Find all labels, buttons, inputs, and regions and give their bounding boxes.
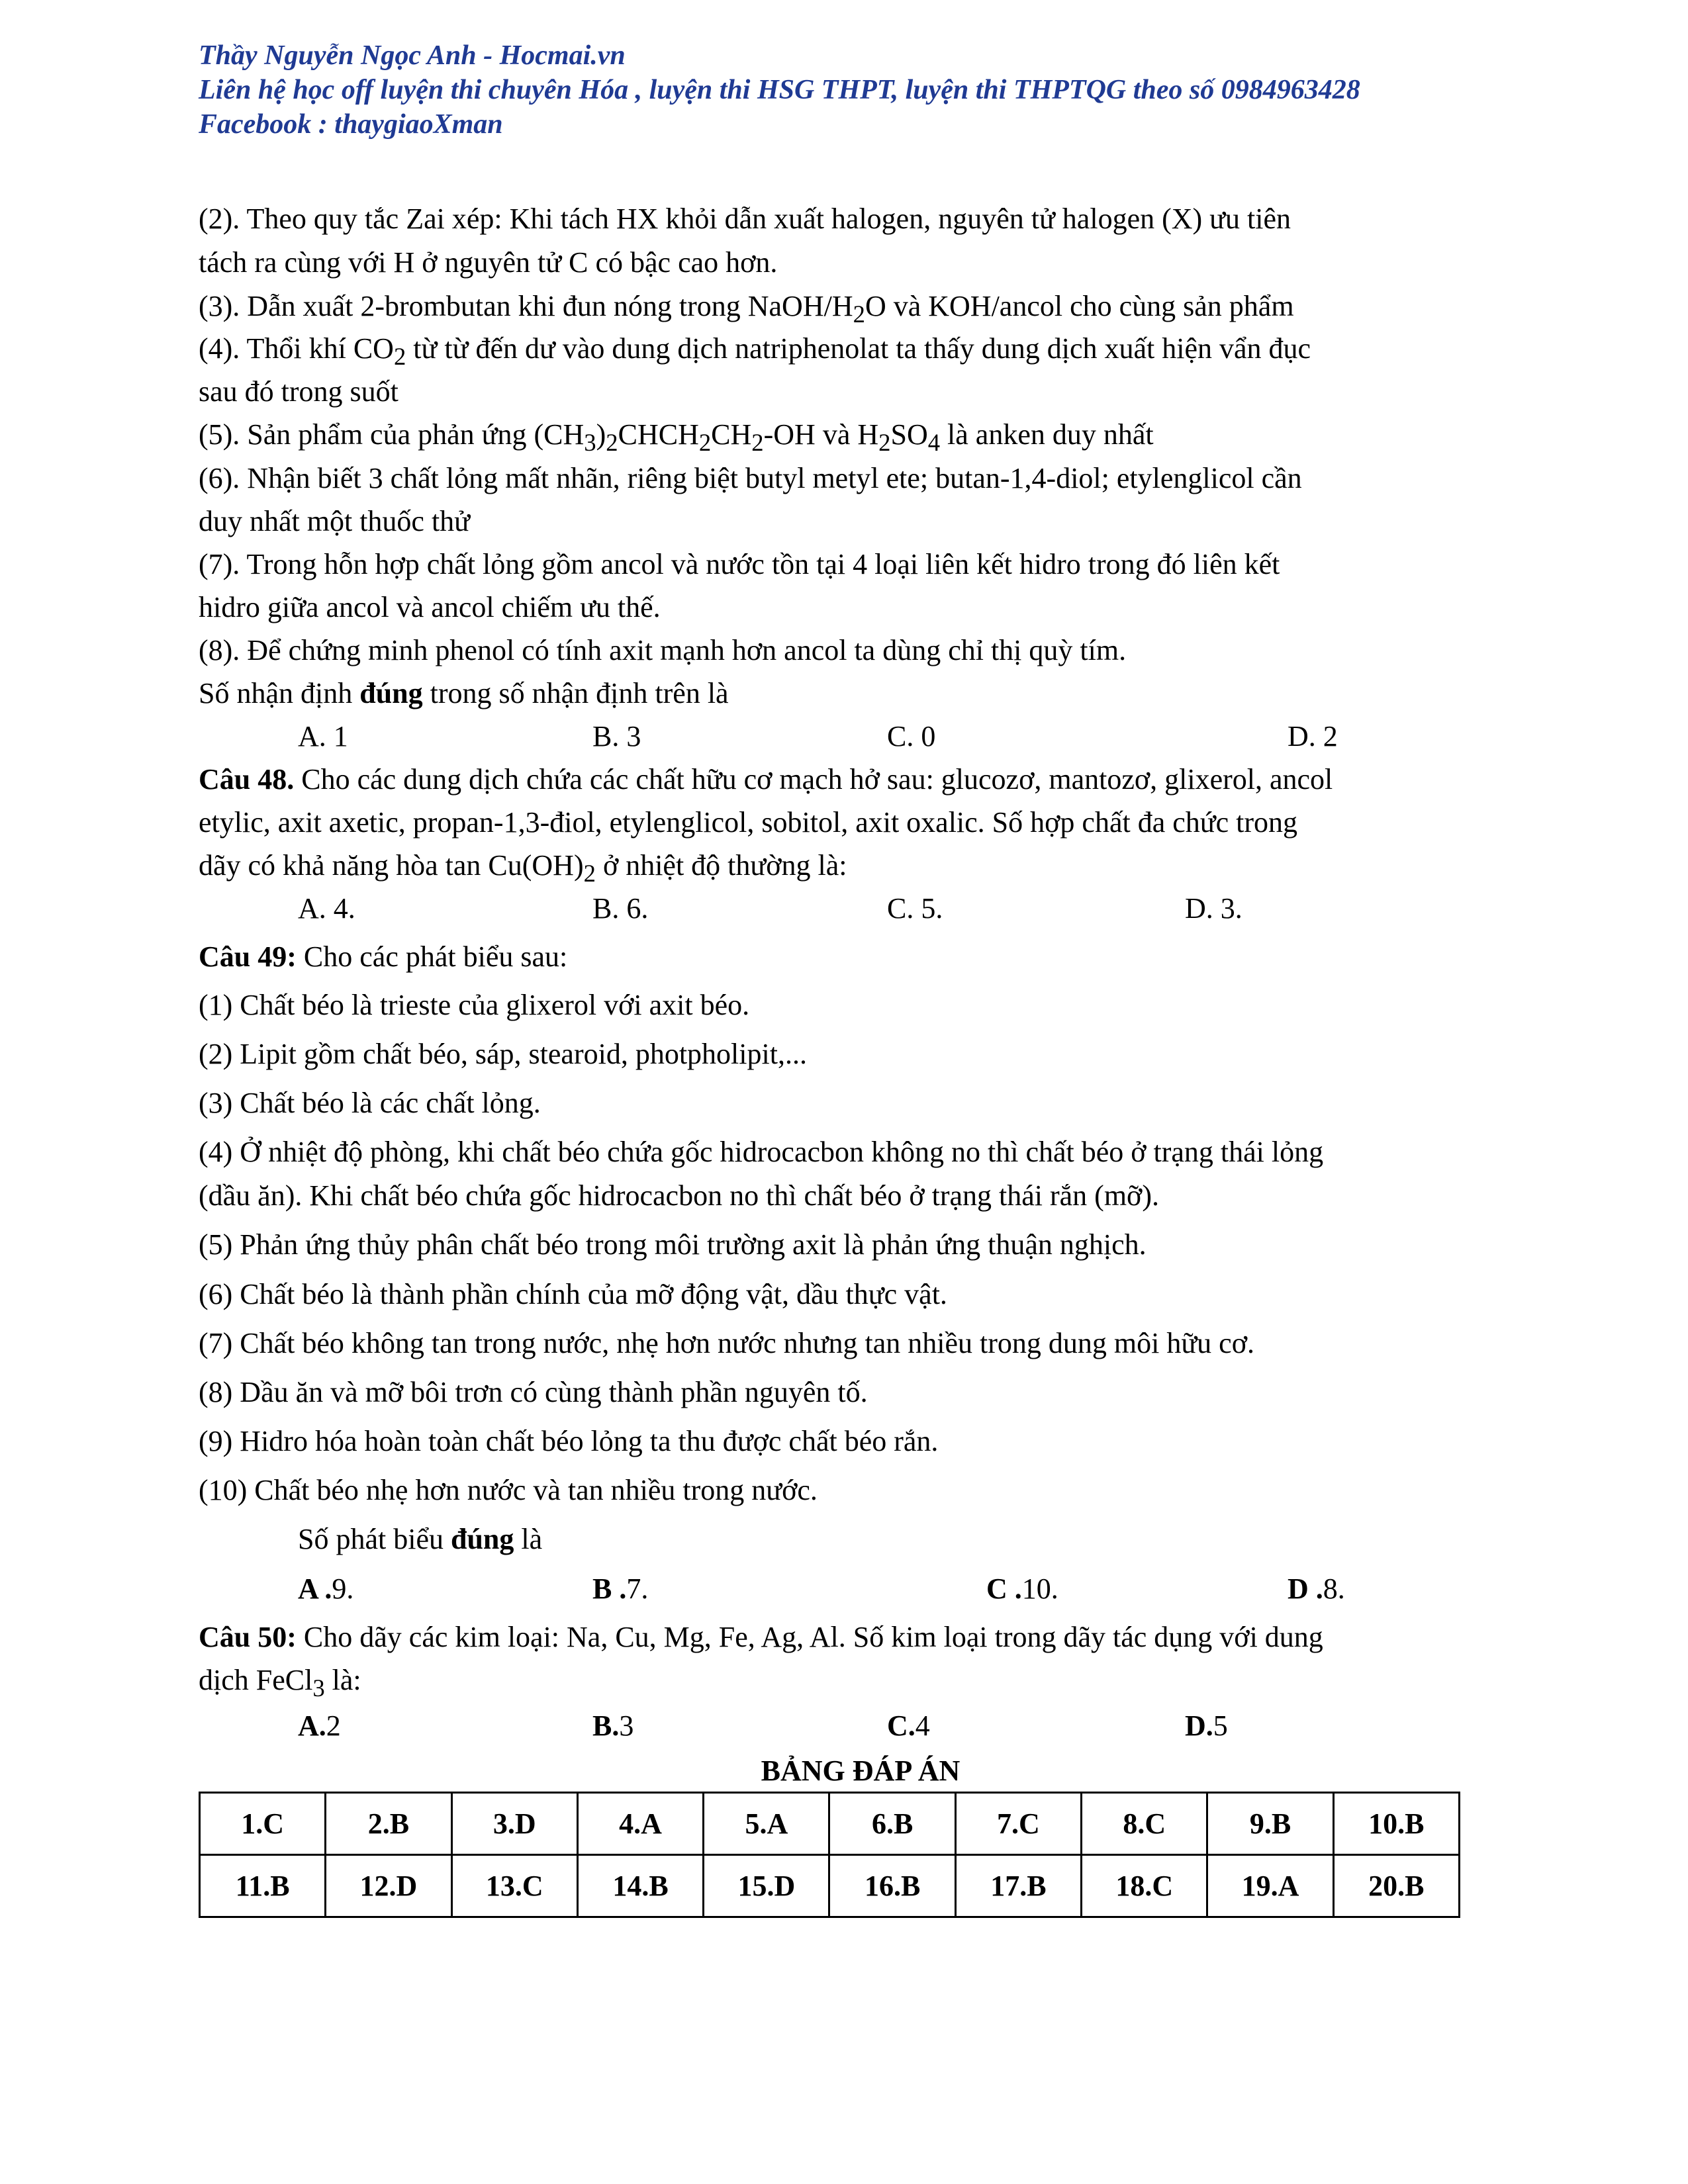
option-a: A. 1	[298, 720, 348, 752]
answer-table	[199, 1792, 1460, 1918]
table-row	[200, 1855, 1460, 1917]
statement-4-line-1: (4). Thổi khí $CO_2$ từ từ đến dư vào dung dịch natriphenolat ta thấy dung dịch xuất hiện vẩn đục	[199, 332, 1311, 370]
option-a: A.2	[298, 1709, 341, 1742]
q49-statement-9: (9) Hidro hóa hoàn toàn chất béo lỏng ta thu được chất béo rắn.	[199, 1425, 939, 1457]
answer-cell: 2.B	[326, 1793, 451, 1855]
option-c: C.4	[887, 1709, 930, 1742]
q49-statement-10: (10) Chất béo nhẹ hơn nước và tan nhiều trong nước.	[199, 1474, 818, 1506]
answer-cell: 16.B	[829, 1855, 955, 1917]
statement-7-line-1: (7). Trong hỗn hợp chất lỏng gồm ancol và nước tồn tại 4 loại liên kết hidro trong đó liên kết	[199, 548, 1280, 580]
option-b: B.3	[592, 1709, 634, 1742]
answer-cell: 10.B	[1333, 1793, 1459, 1855]
q49-statement-6: (6) Chất béo là thành phần chính của mỡ động vật, dầu thực vật.	[199, 1278, 947, 1310]
answer-cell: 4.A	[577, 1793, 703, 1855]
answer-cell: 13.C	[451, 1855, 577, 1917]
option-d: D. 2	[1288, 720, 1338, 752]
question-49-intro: Câu 49: Cho các phát biểu sau:	[199, 940, 568, 973]
option-b: B .7.	[592, 1572, 649, 1605]
answer-cell: 15.D	[704, 1855, 829, 1917]
q49-statement-1: (1) Chất béo là trieste của glixerol với axit béo.	[199, 989, 750, 1021]
statement-4-line-2: sau đó trong suốt	[199, 375, 399, 408]
question-50-line-1: Câu 50: Cho dãy các kim loại: Na, Cu, Mg, Fe, Ag, Al. Số kim loại trong dãy tác dụng với dung	[199, 1621, 1323, 1653]
option-c: C. 5.	[887, 892, 943, 925]
statement-6-line-1: (6). Nhận biết 3 chất lỏng mất nhãn, riêng biệt butyl metyl ete; butan-1,4-diol; etylenglicol cần	[199, 462, 1302, 494]
statement-8: (8). Để chứng minh phenol có tính axit mạnh hơn ancol ta dùng chỉ thị quỳ tím.	[199, 634, 1127, 666]
q49-statement-5: (5) Phản ứng thủy phân chất béo trong môi trường axit là phản ứng thuận nghịch.	[199, 1228, 1147, 1261]
question-48-line-2: etylic, axit axetic, propan-1,3-điol, etylenglicol, sobitol, axit oxalic. Số hợp chất đa chức trong	[199, 806, 1298, 839]
answer-cell: 9.B	[1207, 1793, 1333, 1855]
statement-5: (5). Sản phẩm của phản ứng $(CH_3)_2CHCH_2CH_2-OH$ và $H_2SO_4$ là anken duy nhất	[199, 418, 1154, 456]
answer-cell: 14.B	[577, 1855, 703, 1917]
answer-cell: 19.A	[1207, 1855, 1333, 1917]
option-d: D. 3.	[1185, 892, 1243, 925]
statement-7-line-2: hidro giữa ancol và ancol chiếm ưu thế.	[199, 591, 661, 623]
option-b: B. 6.	[592, 892, 649, 925]
header-contact: Liên hệ học off luyện thi chuyên Hóa , luyện thi HSG THPT, luyện thi THPTQG theo số 0984963428	[199, 75, 1360, 105]
q49-statement-8: (8) Dầu ăn và mỡ bôi trơn có cùng thành phần nguyên tố.	[199, 1376, 868, 1408]
q49-statement-4-line-1: (4) Ở nhiệt độ phòng, khi chất béo chứa gốc hidrocacbon không no thì chất béo ở trạng thái lỏng	[199, 1136, 1324, 1168]
question-49-prompt: Số phát biểu đúng là	[298, 1523, 543, 1555]
answer-cell: 20.B	[1333, 1855, 1459, 1917]
answer-table-title: BẢNG ĐÁP ÁN	[761, 1754, 961, 1787]
option-d: D .8.	[1288, 1572, 1345, 1605]
answer-cell: 11.B	[200, 1855, 326, 1917]
answer-cell: 6.B	[829, 1793, 955, 1855]
table-row	[200, 1793, 1460, 1855]
answer-cell: 8.C	[1082, 1793, 1207, 1855]
answer-cell: 1.C	[200, 1793, 326, 1855]
page-header	[199, 38, 1523, 142]
question-48-line-1: Câu 48. Cho các dung dịch chứa các chất hữu cơ mạch hở sau: glucozơ, mantozơ, glixerol, ancol	[199, 763, 1333, 796]
option-a: A. 4.	[298, 892, 355, 925]
header-facebook: Facebook : thaygiaoXman	[199, 109, 503, 140]
q49-statement-7: (7) Chất béo không tan trong nước, nhẹ hơn nước nhưng tan nhiều trong dung môi hữu cơ.	[199, 1327, 1254, 1359]
statement-6-line-2: duy nhất một thuốc thử	[199, 505, 471, 537]
option-d: D.5	[1185, 1709, 1228, 1742]
statement-2-line-2: tách ra cùng với H ở nguyên tử C có bậc cao hơn.	[199, 246, 778, 279]
answer-cell: 17.B	[955, 1855, 1081, 1917]
header-author: Thầy Nguyễn Ngọc Anh - Hocmai.vn	[199, 40, 626, 71]
answer-cell: 18.C	[1082, 1855, 1207, 1917]
q49-statement-2: (2) Lipit gồm chất béo, sáp, stearoid, photpholipit,...	[199, 1038, 807, 1070]
option-a: A .9.	[298, 1572, 354, 1605]
answer-cell: 3.D	[451, 1793, 577, 1855]
answer-cell: 5.A	[704, 1793, 829, 1855]
q49-statement-4-line-2: (dầu ăn). Khi chất béo chứa gốc hidrocacbon no thì chất béo ở trạng thái rắn (mỡ).	[199, 1179, 1159, 1212]
q49-statement-3: (3) Chất béo là các chất lỏng.	[199, 1087, 541, 1119]
statement-2-line-1: (2). Theo quy tắc Zai xép: Khi tách HX khỏi dẫn xuất halogen, nguyên tử halogen (X) ưu tiên	[199, 203, 1291, 235]
option-c: C .10.	[986, 1572, 1058, 1605]
option-c: C. 0	[887, 720, 936, 752]
question-50-line-2: dịch FeCl$_3$ là:	[199, 1664, 361, 1702]
question-47-prompt: Số nhận định đúng trong số nhận định trên là	[199, 677, 729, 709]
statement-3: (3). Dẫn xuất 2-brombutan khi đun nóng trong NaOH/$H_2O$ và KOH/ancol cho cùng sản phẩm	[199, 290, 1294, 328]
option-b: B. 3	[592, 720, 641, 752]
question-48-line-3: dãy có khả năng hòa $\tan Cu(OH)_2$ ở nhiệt độ thường là:	[199, 849, 847, 887]
answer-cell: 7.C	[955, 1793, 1081, 1855]
answer-cell: 12.D	[326, 1855, 451, 1917]
